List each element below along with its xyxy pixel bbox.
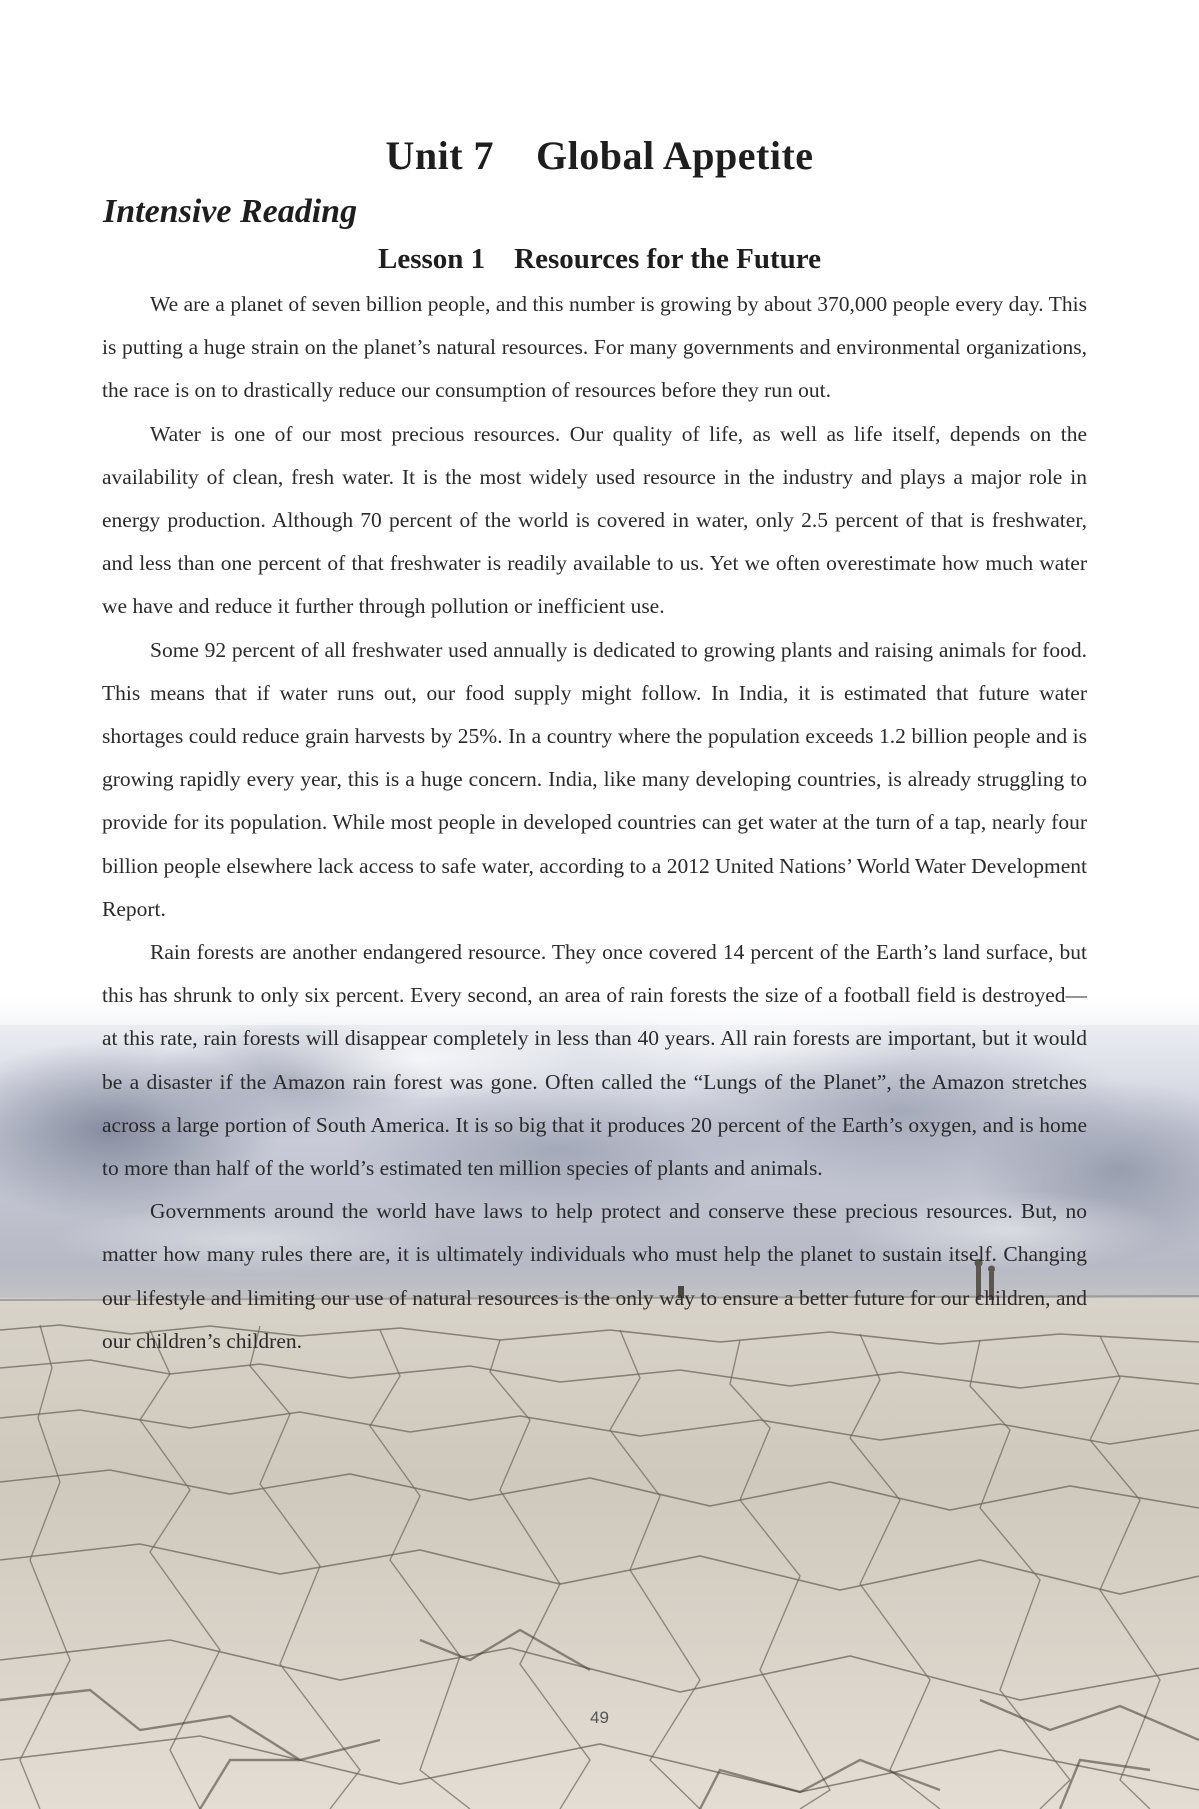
paragraph: Governments around the world have laws to help protect and conserve these precious resources. But, no matter how many rules there are, it is ultimately individuals who must help the planet to sustain itself. Changing our lifestyle and limiting our use of natural resources is the only way to ensure a better future for our children, and our children’s children. <box>102 1199 1087 1353</box>
page-number: 49 <box>590 1708 609 1727</box>
unit-title: Unit 7 Global Appetite <box>385 133 814 178</box>
paragraph: Some 92 percent of all freshwater used annually is dedicated to growing plants and raising animals for food. This means that if water runs out, our food supply might follow. In India, it is estimated that future water shortages could reduce grain harvests by 25%. In a country where the population exceeds 1.2 billion people and is growing rapidly every year, this is a huge concern. India, like many developing countries, is already struggling to provide for its population. While most people in developed countries can get water at the turn of a tap, nearly four billion people elsewhere lack access to safe water, according to a 2012 United Nations’ World Water Development Report. <box>102 637 1087 921</box>
paragraph: We are a planet of seven billion people, and this number is growing by about 370,000 people every day. This is putting a huge strain on the planet’s natural resources. For many governments and environmental organizations, the race is on to drastically reduce our consumption of resources before they run out. <box>102 292 1087 403</box>
paragraph: Water is one of our most precious resources. Our quality of life, as well as life itself, depends on the availability of clean, fresh water. It is the most widely used resource in the industry and plays a major role in energy production. Although 70 percent of the world is covered in water, only 2.5 percent of that is freshwater, and less than one percent of that freshwater is readily available to us. Yet we often overestimate how much water we have and reduce it further through pollution or inefficient use. <box>102 421 1087 619</box>
lesson-title: Lesson 1 Resources for the Future <box>377 243 822 275</box>
article-body <box>102 283 1087 1363</box>
section-label: Intensive Reading <box>103 193 358 230</box>
paragraph: Rain forests are another endangered resource. They once covered 14 percent of the Earth’s land surface, but this has shrunk to only six percent. Every second, an area of rain forests the size of a football field is destroyed—at this rate, rain forests will disappear completely in less than 40 years. All rain forests are important, but it would be a disaster if the Amazon rain forest was gone. Often called the “Lungs of the Planet”, the Amazon stretches across a large portion of South America. It is so big that it produces 20 percent of the Earth’s oxygen, and is home to more than half of the world’s estimated ten million species of plants and animals. <box>102 940 1087 1181</box>
